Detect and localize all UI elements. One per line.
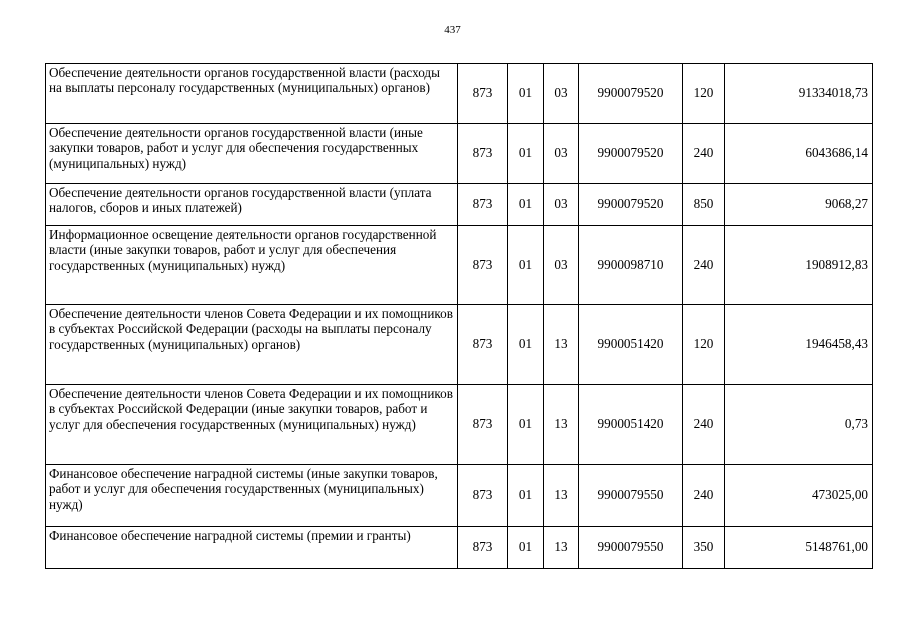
cell-expense-name: Обеспечение деятельности членов Совета Федерации и их помощников в субъектах Российской Федерации (иные закупки товаров, работ и услуг для обеспечения государственных (муниципальных) нужд): [46, 385, 458, 465]
cell-subsection-code: 03: [544, 226, 579, 305]
cell-amount: 91334018,73: [725, 64, 873, 124]
table-row: [46, 305, 873, 385]
cell-target-article-code: 9900079550: [579, 465, 683, 527]
cell-section-code: 01: [508, 305, 544, 385]
table-row: [46, 64, 873, 124]
cell-expense-type-code: 850: [683, 184, 725, 226]
cell-grbs-code: 873: [458, 527, 508, 569]
cell-grbs-code: 873: [458, 465, 508, 527]
cell-grbs-code: 873: [458, 385, 508, 465]
budget-table: [45, 63, 873, 569]
cell-target-article-code: 9900079550: [579, 527, 683, 569]
cell-target-article-code: 9900079520: [579, 184, 683, 226]
cell-grbs-code: 873: [458, 226, 508, 305]
cell-expense-type-code: 350: [683, 527, 725, 569]
cell-amount: 473025,00: [725, 465, 873, 527]
cell-subsection-code: 03: [544, 124, 579, 184]
cell-section-code: 01: [508, 385, 544, 465]
cell-amount: 9068,27: [725, 184, 873, 226]
cell-amount: 1946458,43: [725, 305, 873, 385]
cell-target-article-code: 9900051420: [579, 305, 683, 385]
cell-section-code: 01: [508, 527, 544, 569]
cell-subsection-code: 03: [544, 64, 579, 124]
table-row: [46, 124, 873, 184]
table-row: [46, 527, 873, 569]
cell-subsection-code: 13: [544, 465, 579, 527]
table-row: [46, 226, 873, 305]
cell-section-code: 01: [508, 184, 544, 226]
cell-target-article-code: 9900098710: [579, 226, 683, 305]
cell-expense-type-code: 120: [683, 64, 725, 124]
cell-subsection-code: 13: [544, 305, 579, 385]
cell-expense-type-code: 240: [683, 226, 725, 305]
cell-expense-name: Обеспечение деятельности органов государственной власти (уплата налогов, сборов и иных платежей): [46, 184, 458, 226]
cell-amount: 0,73: [725, 385, 873, 465]
cell-target-article-code: 9900051420: [579, 385, 683, 465]
cell-grbs-code: 873: [458, 64, 508, 124]
cell-grbs-code: 873: [458, 124, 508, 184]
table-row: [46, 385, 873, 465]
cell-target-article-code: 9900079520: [579, 124, 683, 184]
cell-expense-name: Финансовое обеспечение наградной системы (иные закупки товаров, работ и услуг для обеспечения государственных (муниципальных) нужд): [46, 465, 458, 527]
cell-section-code: 01: [508, 64, 544, 124]
cell-expense-name: Обеспечение деятельности органов государственной власти (иные закупки товаров, работ и услуг для обеспечения государственных (муниципальных) нужд): [46, 124, 458, 184]
cell-expense-type-code: 120: [683, 305, 725, 385]
table-row: [46, 184, 873, 226]
cell-expense-name: Обеспечение деятельности членов Совета Федерации и их помощников в субъектах Российской Федерации (расходы на выплаты персоналу государственных (муниципальных) органов): [46, 305, 458, 385]
cell-subsection-code: 03: [544, 184, 579, 226]
cell-amount: 1908912,83: [725, 226, 873, 305]
cell-expense-type-code: 240: [683, 385, 725, 465]
cell-target-article-code: 9900079520: [579, 64, 683, 124]
cell-subsection-code: 13: [544, 527, 579, 569]
cell-expense-name: Информационное освещение деятельности органов государственной власти (иные закупки товаров, работ и услуг для обеспечения государственных (муниципальных) нужд): [46, 226, 458, 305]
cell-grbs-code: 873: [458, 184, 508, 226]
page-number: 437: [444, 24, 461, 36]
cell-amount: 6043686,14: [725, 124, 873, 184]
cell-expense-type-code: 240: [683, 124, 725, 184]
cell-subsection-code: 13: [544, 385, 579, 465]
cell-section-code: 01: [508, 465, 544, 527]
cell-expense-name: Обеспечение деятельности органов государственной власти (расходы на выплаты персоналу государственных (муниципальных) органов): [46, 64, 458, 124]
cell-amount: 5148761,00: [725, 527, 873, 569]
table-row: [46, 465, 873, 527]
cell-expense-type-code: 240: [683, 465, 725, 527]
cell-section-code: 01: [508, 124, 544, 184]
cell-expense-name: Финансовое обеспечение наградной системы (премии и гранты): [46, 527, 458, 569]
cell-grbs-code: 873: [458, 305, 508, 385]
cell-section-code: 01: [508, 226, 544, 305]
